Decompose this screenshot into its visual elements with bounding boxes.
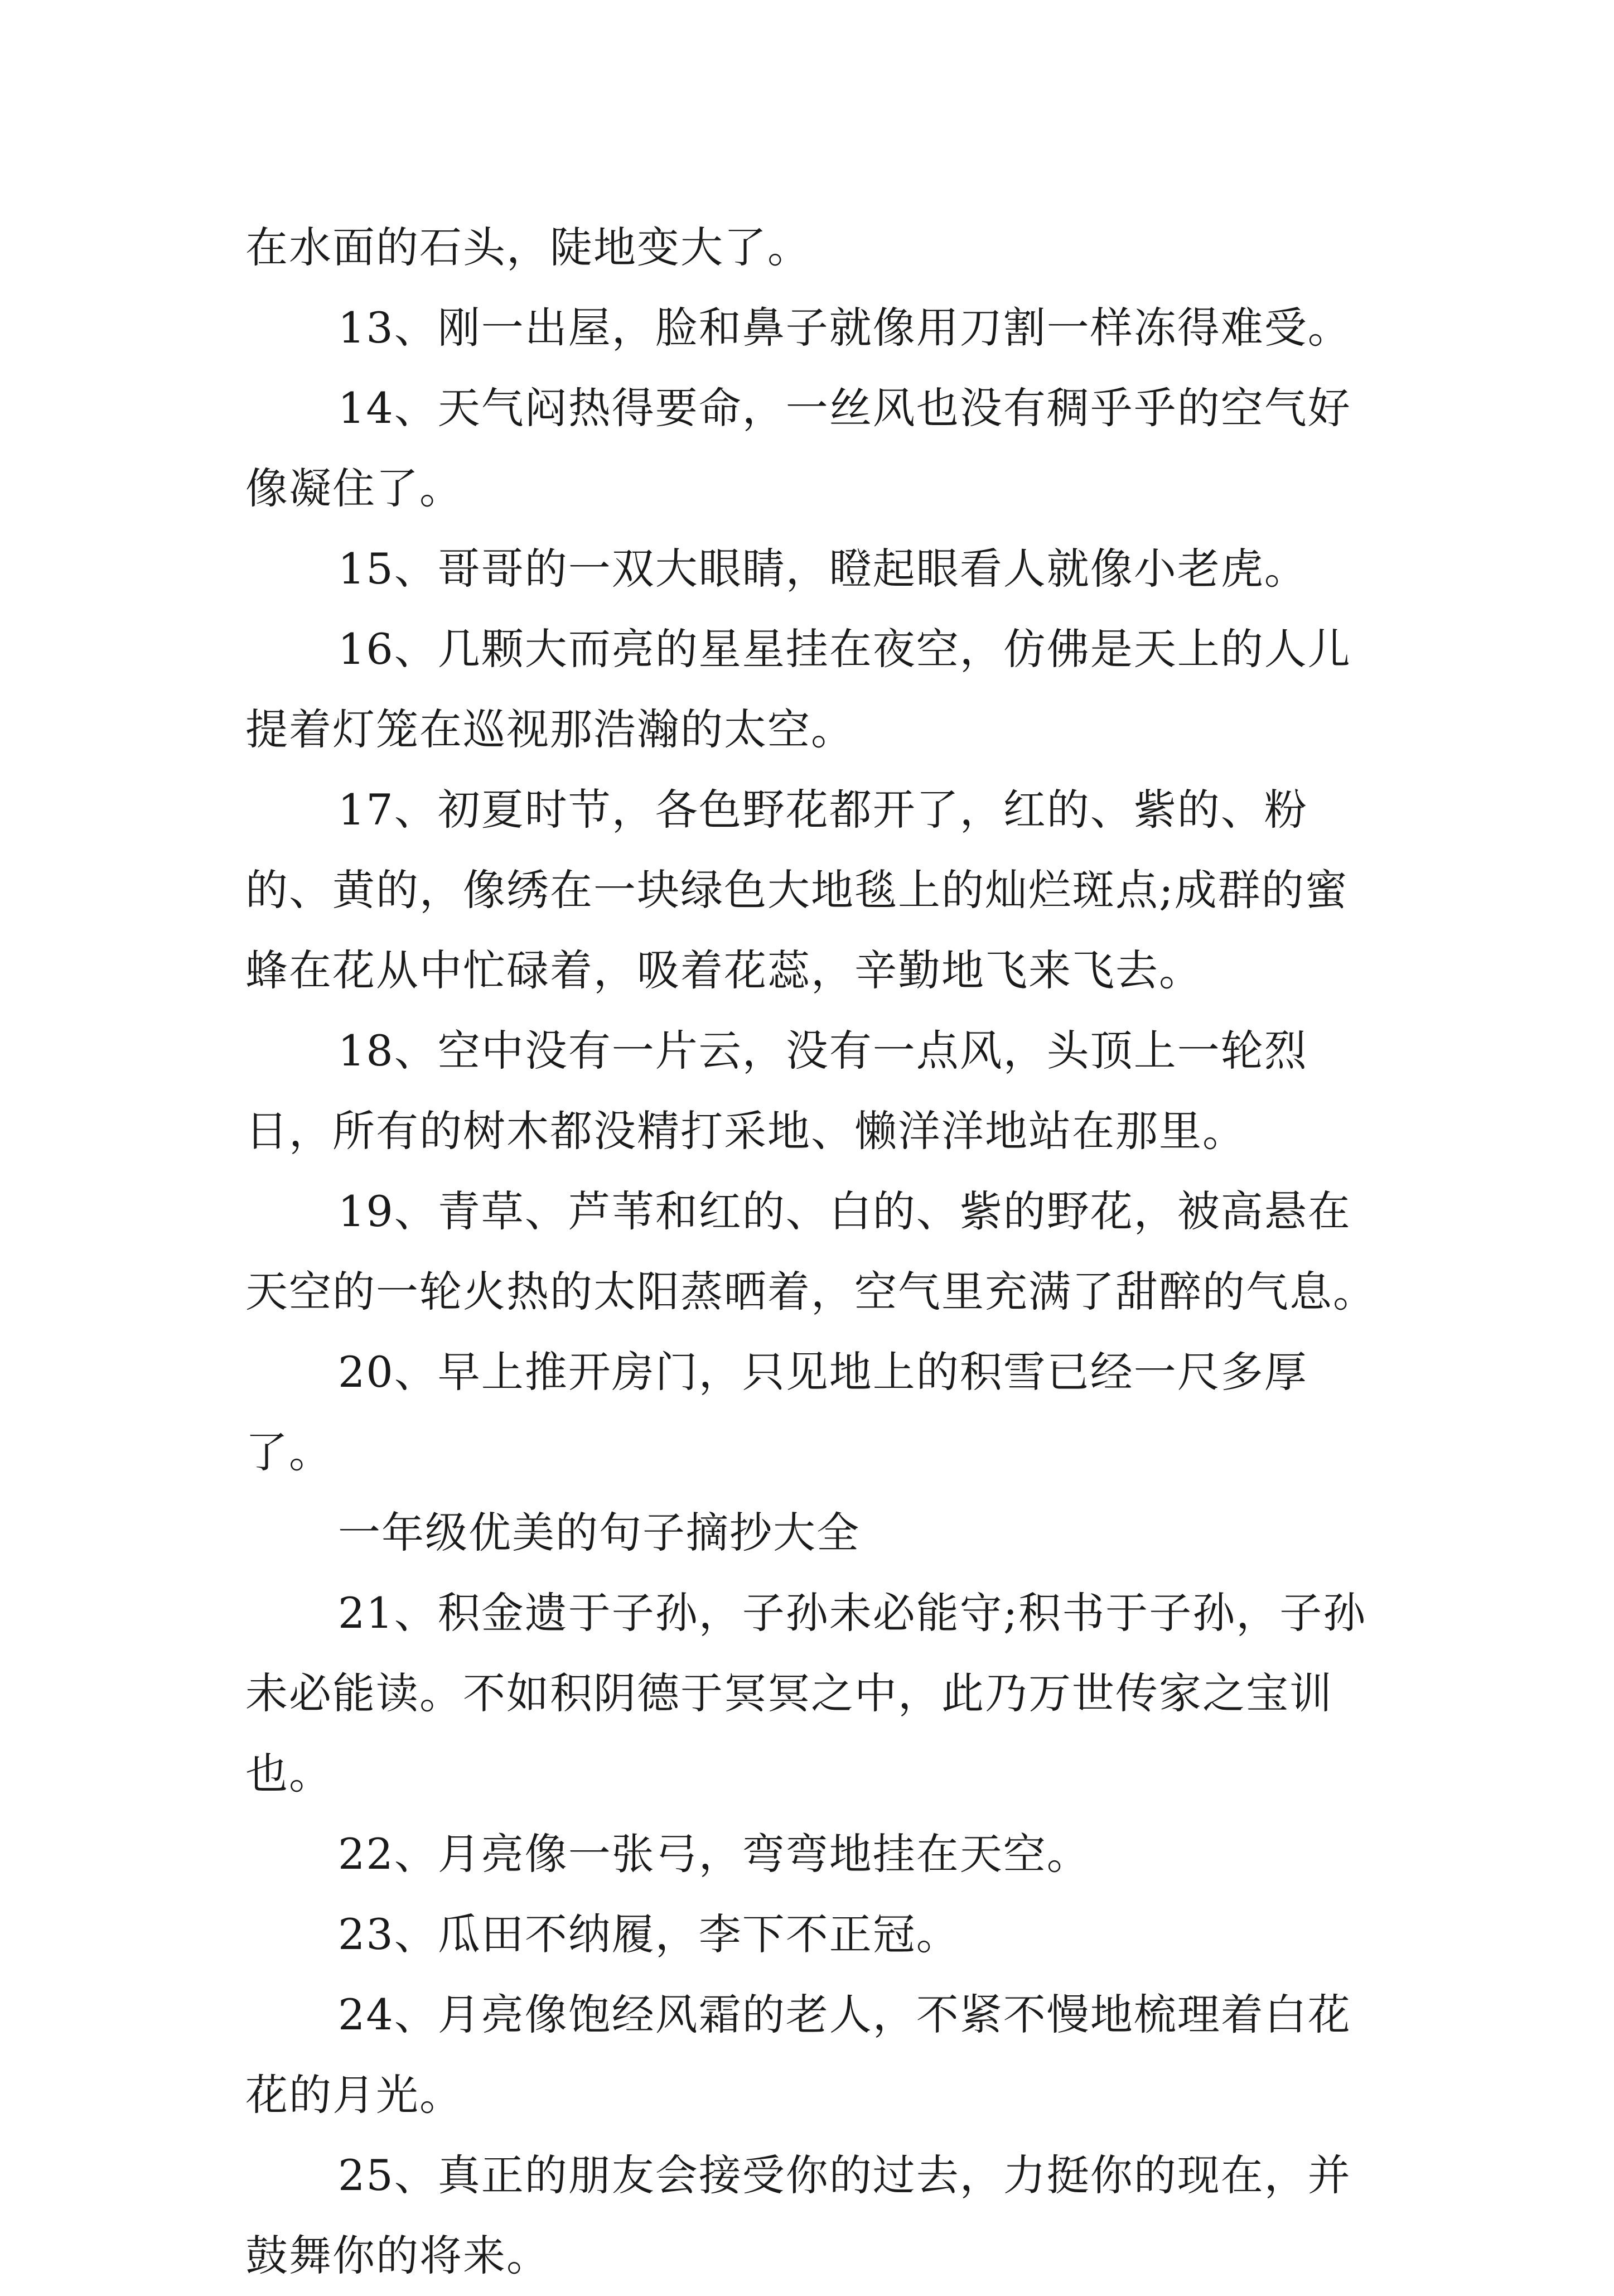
section-heading: 一年级优美的句子摘抄大全 xyxy=(338,1508,860,1557)
sentence-18: 18、空中没有一片云，没有一点风，头顶上一轮烈日，所有的树木都没精打采地、懒洋洋地站在那里。 xyxy=(245,1026,1308,1156)
sentence-13: 13、刚一出屋，脸和鼻子就像用刀割一样冻得难受。 xyxy=(338,303,1351,353)
sentence-23: 23、瓜田不纳履，李下不正冠。 xyxy=(338,1909,960,1959)
sentence-19: 19、青草、芦苇和红的、白的、紫的野花，被高悬在天空的一轮火热的太阳蒸晒着，空气里充满了甜醉的气息。 xyxy=(245,1186,1376,1316)
sentence-25: 25、真正的朋友会接受你的过去，力挺你的现在，并鼓舞你的将来。 xyxy=(245,2150,1351,2280)
sentence-22: 22、月亮像一张弓，弯弯地挂在天空。 xyxy=(338,1829,1090,1879)
sentence-15: 15、哥哥的一双大眼睛，瞪起眼看人就像小老虎。 xyxy=(338,544,1308,594)
document-body xyxy=(245,208,1383,2296)
sentence-20: 20、早上推开房门，只见地上的积雪已经一尺多厚了。 xyxy=(245,1347,1308,1477)
sentence-17: 17、初夏时节，各色野花都开了，红的、紫的、粉的、黄的，像绣在一块绿色大地毯上的灿烂斑点;成群的蜜蜂在花从中忙碌着，吸着花蕊，辛勤地飞来飞去。 xyxy=(245,785,1349,995)
sentence-21: 21、积金遗于子孙，子孙未必能守;积书于子孙，子孙未必能读。不如积阴德于冥冥之中，此乃万世传家之宝训也。 xyxy=(245,1588,1367,1798)
paragraph-continuation: 在水面的石头，陡地变大了。 xyxy=(245,223,811,272)
sentence-14: 14、天气闷热得要命，一丝风也没有稠乎乎的空气好像凝住了。 xyxy=(245,383,1351,513)
sentence-24: 24、月亮像饱经风霜的老人，不紧不慢地梳理着白花花的月光。 xyxy=(245,1990,1351,2120)
sentence-16: 16、几颗大而亮的星星挂在夜空，仿佛是天上的人儿提着灯笼在巡视那浩瀚的太空。 xyxy=(245,624,1351,754)
